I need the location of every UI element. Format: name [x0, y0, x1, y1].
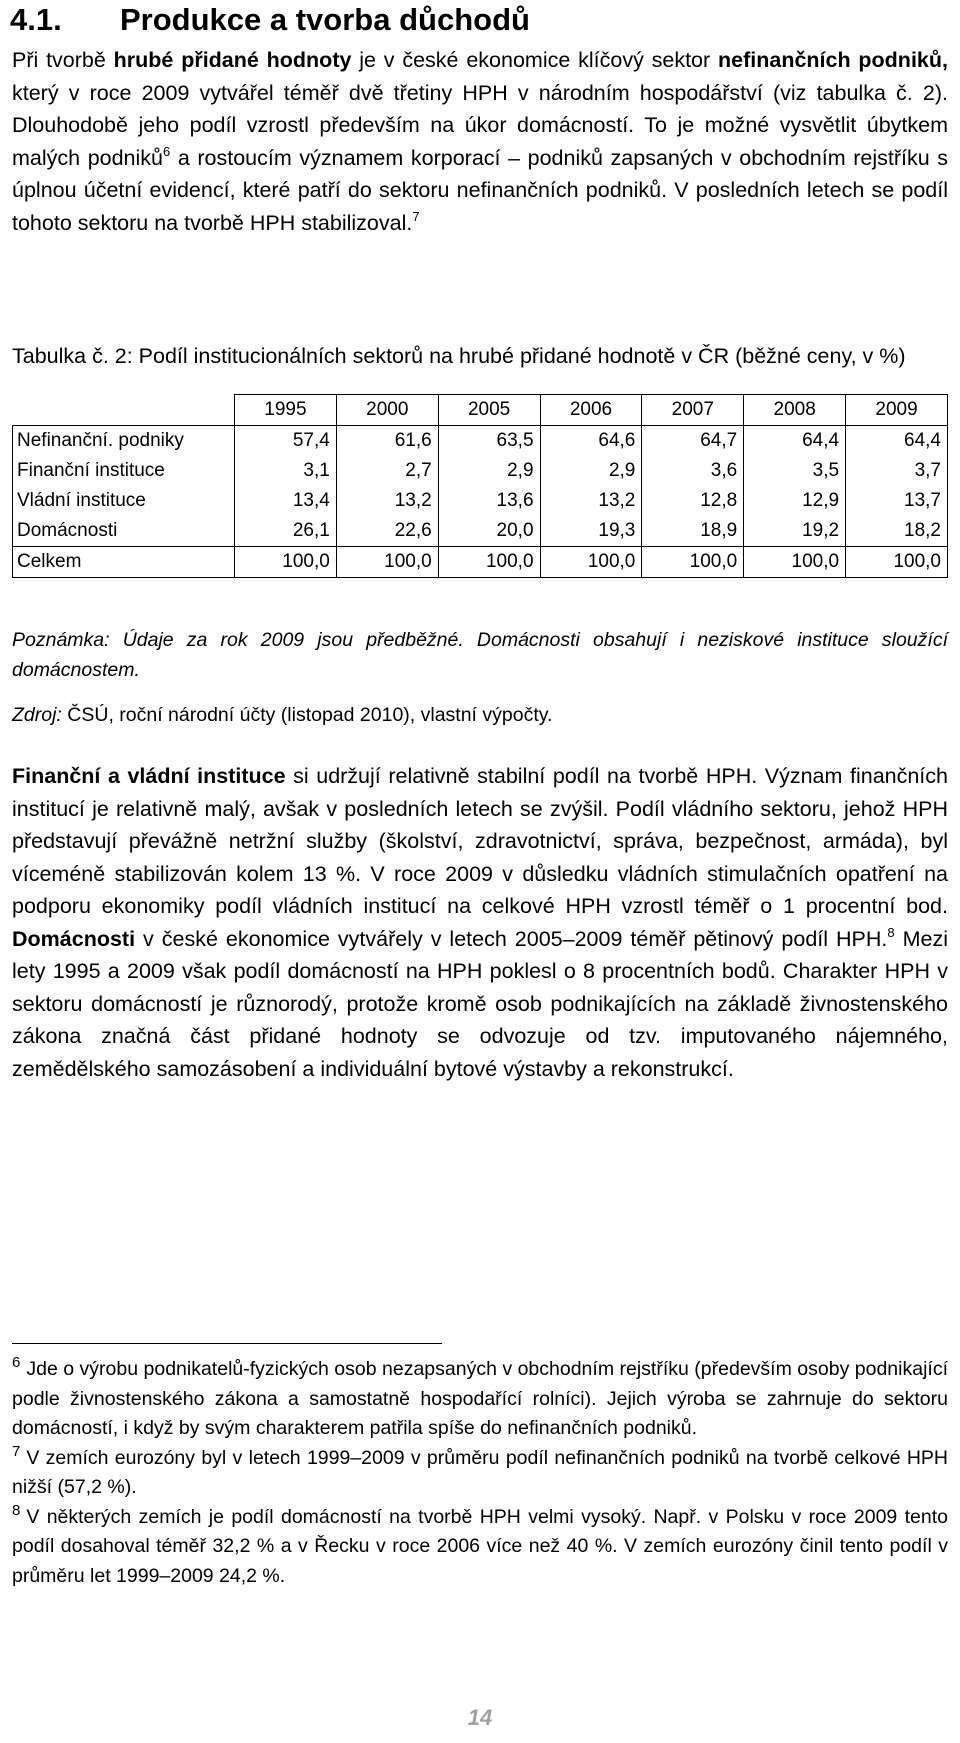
body-paragraph	[12, 760, 948, 1085]
table-cell: 20,0	[438, 516, 540, 547]
body-text: si udržují relativně stabilní podíl na tvorbě HPH. Význam finančních institucí je relativně malý, avšak v posledních letech se zvýšil. Podíl vládního sektoru, jehož HPH představují převážně netržní služby (školství, zdravotnictví, správa, bezpečnost, armáda), byl víceméně stabilizován kolem 13 %. V roce 2009 v důsledku vládních stimulačních opatření na podporu ekonomiky podíl vládních institucí na celkové HPH vzrostl téměř o 1 procentní bod.	[12, 764, 948, 918]
year-header: 2006	[540, 395, 642, 426]
footnote-mark: 7	[12, 1442, 21, 1460]
row-label: Celkem	[13, 547, 235, 578]
row-label: Nefinanční. podniky	[13, 426, 235, 457]
intro-text: je v české ekonomice klíčový sektor	[351, 48, 718, 72]
row-label: Vládní instituce	[13, 486, 235, 516]
table-cell: 100,0	[744, 547, 846, 578]
table-cell: 3,1	[235, 456, 337, 486]
source-text: ČSÚ, roční národní účty (listopad 2010), vlastní výpočty.	[61, 704, 553, 726]
body-bold-term: Domácnosti	[12, 926, 136, 951]
table-cell: 19,3	[540, 516, 642, 547]
year-header: 2008	[744, 395, 846, 426]
intro-bold-term: nefinančních podniků,	[718, 48, 948, 72]
year-header: 2000	[336, 395, 438, 426]
table-row	[13, 426, 948, 457]
table-cell: 100,0	[235, 547, 337, 578]
footnote-6	[12, 1355, 948, 1444]
page-number: 14	[467, 1705, 493, 1730]
table-cell: 63,5	[438, 426, 540, 457]
footnote-7	[12, 1444, 948, 1503]
table-cell: 12,8	[642, 486, 744, 516]
table-note: Poznámka: Údaje za rok 2009 jsou předběžné. Domácnosti obsahují i neziskové instituce sloužící domácnostem.	[12, 629, 948, 681]
table-cell: 100,0	[642, 547, 744, 578]
section-title: Produkce a tvorba důchodů	[120, 2, 530, 37]
table-cell: 100,0	[336, 547, 438, 578]
year-header: 2009	[846, 395, 948, 426]
table-cell: 13,2	[540, 486, 642, 516]
table-row	[13, 486, 948, 516]
table-cell: 13,4	[235, 486, 337, 516]
table-row	[13, 516, 948, 547]
table-cell: 64,4	[744, 426, 846, 457]
table-cell: 3,7	[846, 456, 948, 486]
body-text: v české ekonomice vytvářely v letech 2005–2009 téměř pětinový podíl HPH.	[135, 926, 888, 951]
table-cell: 13,2	[336, 486, 438, 516]
table-caption: Tabulka č. 2: Podíl institucionálních sektorů na hrubé přidané hodnotě v ČR (běžné ceny, v %)	[12, 344, 906, 368]
table-cell: 2,9	[540, 456, 642, 486]
table-source	[12, 700, 948, 730]
table-cell: 3,6	[642, 456, 744, 486]
table-cell: 100,0	[846, 547, 948, 578]
table-cell: 18,9	[642, 516, 744, 547]
year-header: 2005	[438, 395, 540, 426]
intro-paragraph	[12, 44, 948, 239]
table-cell: 57,4	[235, 426, 337, 457]
footnote-ref-6[interactable]: 6	[163, 143, 171, 159]
table-cell: 2,7	[336, 456, 438, 486]
section-heading	[10, 2, 530, 38]
table-header-row	[13, 395, 948, 426]
footnote-text: V některých zemích je podíl domácností na tvorbě HPH velmi vysoký. Např. v Polsku v roce 2009 tento podíl dosahoval téměř 32,2 % a v Řecku v roce 2006 více než 40 %. V zemích eurozóny činil tento podíl v průměru let 1999–2009 24,2 %.	[12, 1505, 948, 1587]
footnote-mark: 6	[12, 1354, 21, 1371]
table-cell: 100,0	[540, 547, 642, 578]
body-bold-term: Finanční a vládní instituce	[12, 764, 286, 788]
table-cell: 64,7	[642, 426, 744, 457]
intro-bold-term: hrubé přidané hodnoty	[113, 48, 352, 72]
table-cell: 61,6	[336, 426, 438, 457]
row-label: Domácnosti	[13, 516, 235, 547]
table-cell: 18,2	[846, 516, 948, 547]
table-cell: 64,4	[846, 426, 948, 457]
footnote-mark: 8	[12, 1501, 21, 1519]
source-label: Zdroj:	[12, 704, 62, 726]
row-label: Finanční instituce	[13, 456, 235, 486]
footnote-8	[12, 1503, 948, 1592]
table-cell: 12,9	[744, 486, 846, 516]
footnote-text: Jde o výrobu podnikatelů-fyzických osob nezapsaných v obchodním rejstříku (především osoby podnikající podle živnostenského zákona a samostatně hospodařící rolníci). Jejich výroba se zahrnuje do sektoru domácností, i když by svým charakterem patřila spíše do nefinančních podniků.	[12, 1358, 948, 1439]
section-number: 4.1.	[10, 2, 62, 37]
table-cell: 26,1	[235, 516, 337, 547]
table-cell: 2,9	[438, 456, 540, 486]
table-cell: 3,5	[744, 456, 846, 486]
body-text: Mezi lety 1995 a 2009 však podíl domácností na HPH poklesl o 8 procentních bodů. Charakter HPH v sektoru domácností je různorodý, protože kromě osob podnikajících na základě živnostenského zákona značná část přidané hodnoty se odvozuje od tzv. imputovaného nájemného, zemědělského samozásobení a individuální bytové výstavby a rekonstrukcí.	[12, 926, 948, 1081]
table-cell: 13,7	[846, 486, 948, 516]
footnotes	[12, 1355, 948, 1591]
table-corner	[13, 395, 235, 426]
footnote-text: V zemích eurozóny byl v letech 1999–2009 v průměru podíl nefinančních podniků na tvorbě celkové HPH nižší (57,2 %).	[12, 1446, 948, 1498]
year-header: 1995	[235, 395, 337, 426]
intro-text: Při tvorbě	[12, 48, 114, 72]
table-cell: 13,6	[438, 486, 540, 516]
table-cell: 64,6	[540, 426, 642, 457]
year-header: 2007	[642, 395, 744, 426]
footnote-divider	[12, 1343, 442, 1344]
footnote-ref-7[interactable]: 7	[412, 208, 420, 224]
intro-text: a rostoucím významem korporací – podniků zapsaných v obchodním rejstříku s úplnou účetní evidencí, které patří do sektoru nefinančních podniků. V posledních letech se podíl tohoto sektoru na tvorbě HPH stabilizoval.	[12, 145, 949, 235]
table-row	[13, 456, 948, 486]
table-cell: 19,2	[744, 516, 846, 547]
table-total-row	[13, 547, 948, 578]
intro-text: který v roce 2009 vytvářel téměř dvě třetiny HPH v národním hospodářství (viz tabulka č. 2). Dlouhodobě jeho podíl vzrostl především na úkor domácností. To je možné vysvětlit úbytkem malých podniků	[12, 80, 948, 170]
table-cell: 100,0	[438, 547, 540, 578]
sector-share-table	[12, 394, 948, 578]
footnote-ref-8[interactable]: 8	[887, 924, 895, 940]
table-cell: 22,6	[336, 516, 438, 547]
